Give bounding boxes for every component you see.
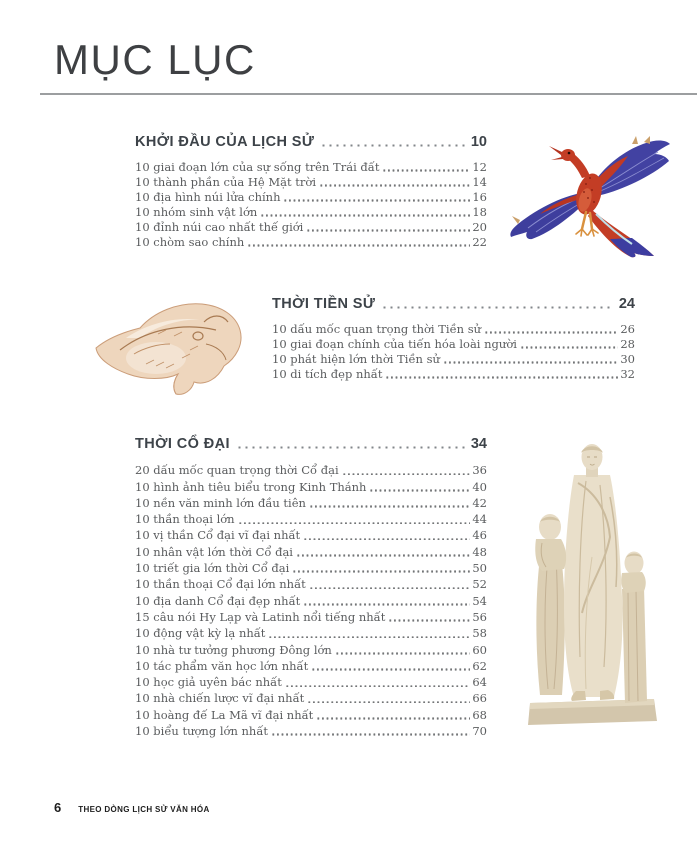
- entry-page-number: 70: [472, 724, 487, 739]
- footer-page-number: 6: [54, 800, 62, 815]
- dot-leader: [309, 586, 471, 589]
- toc-entry: [135, 219, 487, 234]
- entry-page-number: 14: [472, 175, 487, 189]
- dot-leader: [342, 472, 471, 475]
- entry-page-number: 64: [472, 675, 487, 690]
- toc-entry: [135, 234, 487, 249]
- entry-label: 10 giai đoạn chính của tiến hóa loài người: [272, 337, 517, 351]
- toc-entry: [135, 526, 487, 542]
- entry-label: 15 câu nói Hy Lạp và Latinh nổi tiếng nhất: [135, 609, 386, 624]
- entry-page-number: 66: [472, 691, 487, 706]
- dot-leader: [443, 361, 618, 364]
- dot-leader: [311, 668, 470, 671]
- section-page-number: 10: [470, 134, 487, 150]
- section-page-number: 34: [470, 436, 487, 452]
- entry-page-number: 48: [472, 544, 487, 559]
- entry-page-number: 46: [472, 528, 487, 543]
- dot-leader: [268, 635, 470, 638]
- dot-leader: [320, 144, 466, 147]
- entry-page-number: 56: [472, 609, 487, 624]
- entry-label: 10 phát hiện lớn thời Tiền sử: [272, 352, 440, 366]
- section-entries: [135, 159, 487, 249]
- section-title: KHỞI ĐẦU CỦA LỊCH SỬ: [135, 134, 315, 150]
- entry-page-number: 16: [472, 190, 487, 204]
- entry-label: 10 thần thoại Cổ đại lớn nhất: [135, 577, 306, 592]
- dot-leader: [260, 214, 470, 217]
- toc-entry: [135, 608, 487, 624]
- dot-leader: [292, 570, 470, 573]
- section-header: [135, 131, 487, 150]
- dot-leader: [369, 489, 470, 492]
- toc-entry: [135, 575, 487, 591]
- dot-leader: [303, 603, 470, 606]
- entry-page-number: 12: [472, 160, 487, 174]
- entry-label: 10 động vật kỳ lạ nhất: [135, 626, 266, 641]
- dot-leader: [520, 346, 618, 349]
- entry-page-number: 52: [472, 577, 487, 592]
- footer: [54, 800, 210, 815]
- entry-page-number: 36: [472, 463, 487, 478]
- section-entries: [135, 461, 487, 738]
- dot-leader: [484, 331, 618, 334]
- dot-leader: [381, 306, 614, 309]
- toc-entry: [272, 321, 635, 336]
- entry-label: 10 biểu tượng lớn nhất: [135, 724, 268, 739]
- toc-entry: [135, 542, 487, 558]
- dot-leader: [238, 521, 471, 524]
- entry-page-number: 20: [472, 220, 487, 234]
- dot-leader: [296, 554, 470, 557]
- toc-entry: [135, 477, 487, 493]
- footer-book-title: THEO DÒNG LỊCH SỬ VĂN HÓA: [78, 805, 210, 814]
- toc-entry: [272, 366, 635, 381]
- toc-entry: [135, 673, 487, 689]
- toc-entry: [135, 174, 487, 189]
- toc-entry: [135, 624, 487, 640]
- dot-leader: [388, 619, 470, 622]
- toc-entry: [135, 591, 487, 607]
- dot-leader: [271, 733, 470, 736]
- entry-label: 10 nhà chiến lược vĩ đại nhất: [135, 691, 305, 706]
- entry-label: 10 hình ảnh tiêu biểu trong Kinh Thánh: [135, 479, 367, 494]
- entry-label: 10 địa danh Cổ đại đẹp nhất: [135, 593, 301, 608]
- entry-label: 10 hoàng đế La Mã vĩ đại nhất: [135, 707, 314, 722]
- entry-page-number: 22: [472, 235, 487, 249]
- entry-label: 10 học giả uyên bác nhất: [135, 675, 282, 690]
- toc-entry: [135, 204, 487, 219]
- entry-page-number: 26: [620, 322, 635, 336]
- entry-page-number: 60: [472, 642, 487, 657]
- entry-label: 10 đỉnh núi cao nhất thế giới: [135, 220, 304, 234]
- dot-leader: [306, 229, 470, 232]
- entry-label: 10 dấu mốc quan trọng thời Tiền sử: [272, 322, 482, 336]
- entry-label: 10 nhân vật lớn thời Cổ đại: [135, 544, 293, 559]
- entry-page-number: 68: [472, 707, 487, 722]
- entry-label: 10 thần thoại lớn: [135, 512, 235, 527]
- toc-entry: [135, 494, 487, 510]
- roman-togatus-statue-icon: [516, 437, 668, 735]
- dot-leader: [307, 700, 470, 703]
- title-divider: [40, 93, 697, 95]
- toc-entry: [135, 559, 487, 575]
- section-header: [135, 433, 487, 452]
- toc-entry: [135, 689, 487, 705]
- section-page-number: 24: [618, 296, 635, 312]
- prehistoric-stone-carving-icon: [86, 288, 254, 404]
- dot-leader: [385, 376, 618, 379]
- dot-leader: [303, 537, 470, 540]
- entry-page-number: 54: [472, 593, 487, 608]
- entry-page-number: 40: [472, 479, 487, 494]
- entry-page-number: 30: [620, 352, 635, 366]
- entry-label: 10 vị thần Cổ đại vĩ đại nhất: [135, 528, 301, 543]
- section-header: [272, 293, 635, 312]
- entry-page-number: 18: [472, 205, 487, 219]
- toc-entry: [135, 657, 487, 673]
- entry-label: 10 nhà tư tưởng phương Đông lớn: [135, 642, 332, 657]
- entry-label: 10 giai đoạn lớn của sự sống trên Trái đất: [135, 160, 380, 174]
- entry-page-number: 50: [472, 561, 487, 576]
- toc-entry: [135, 189, 487, 204]
- entry-label: 10 thành phần của Hệ Mặt trời: [135, 175, 316, 189]
- entry-page-number: 42: [472, 495, 487, 510]
- dot-leader: [319, 184, 470, 187]
- toc-entry: [272, 336, 635, 351]
- page-title: MỤC LỤC: [54, 36, 256, 83]
- dot-leader: [382, 169, 470, 172]
- dot-leader: [247, 244, 470, 247]
- toc-section-2: [272, 293, 635, 381]
- toc-section-3: [135, 433, 487, 738]
- entry-label: 10 chòm sao chính: [135, 235, 245, 249]
- dot-leader: [285, 684, 471, 687]
- entry-page-number: 28: [620, 337, 635, 351]
- section-title: THỜI TIỀN SỬ: [272, 296, 376, 312]
- dot-leader: [309, 505, 470, 508]
- entry-page-number: 58: [472, 626, 487, 641]
- archaeopteryx-illustration-icon: [503, 132, 675, 258]
- dot-leader: [283, 199, 470, 202]
- section-entries: [272, 321, 635, 381]
- dot-leader: [236, 446, 466, 449]
- entry-label: 10 nhóm sinh vật lớn: [135, 205, 258, 219]
- toc-entry: [135, 159, 487, 174]
- dot-leader: [316, 717, 470, 720]
- toc-entry: [135, 705, 487, 721]
- toc-entry: [135, 722, 487, 738]
- toc-section-1: [135, 131, 487, 249]
- entry-page-number: 32: [620, 367, 635, 381]
- toc-entry: [272, 351, 635, 366]
- entry-label: 10 nền văn minh lớn đầu tiên: [135, 495, 306, 510]
- toc-entry: [135, 461, 487, 477]
- entry-page-number: 44: [472, 512, 487, 527]
- entry-page-number: 62: [472, 658, 487, 673]
- entry-label: 10 tác phẩm văn học lớn nhất: [135, 658, 309, 673]
- section-title: THỜI CỔ ĐẠI: [135, 436, 230, 452]
- entry-label: 20 dấu mốc quan trọng thời Cổ đại: [135, 463, 339, 478]
- toc-entry: [135, 510, 487, 526]
- entry-label: 10 di tích đẹp nhất: [272, 367, 383, 381]
- toc-entry: [135, 640, 487, 656]
- entry-label: 10 triết gia lớn thời Cổ đại: [135, 561, 290, 576]
- dot-leader: [335, 652, 471, 655]
- entry-label: 10 địa hình núi lửa chính: [135, 190, 281, 204]
